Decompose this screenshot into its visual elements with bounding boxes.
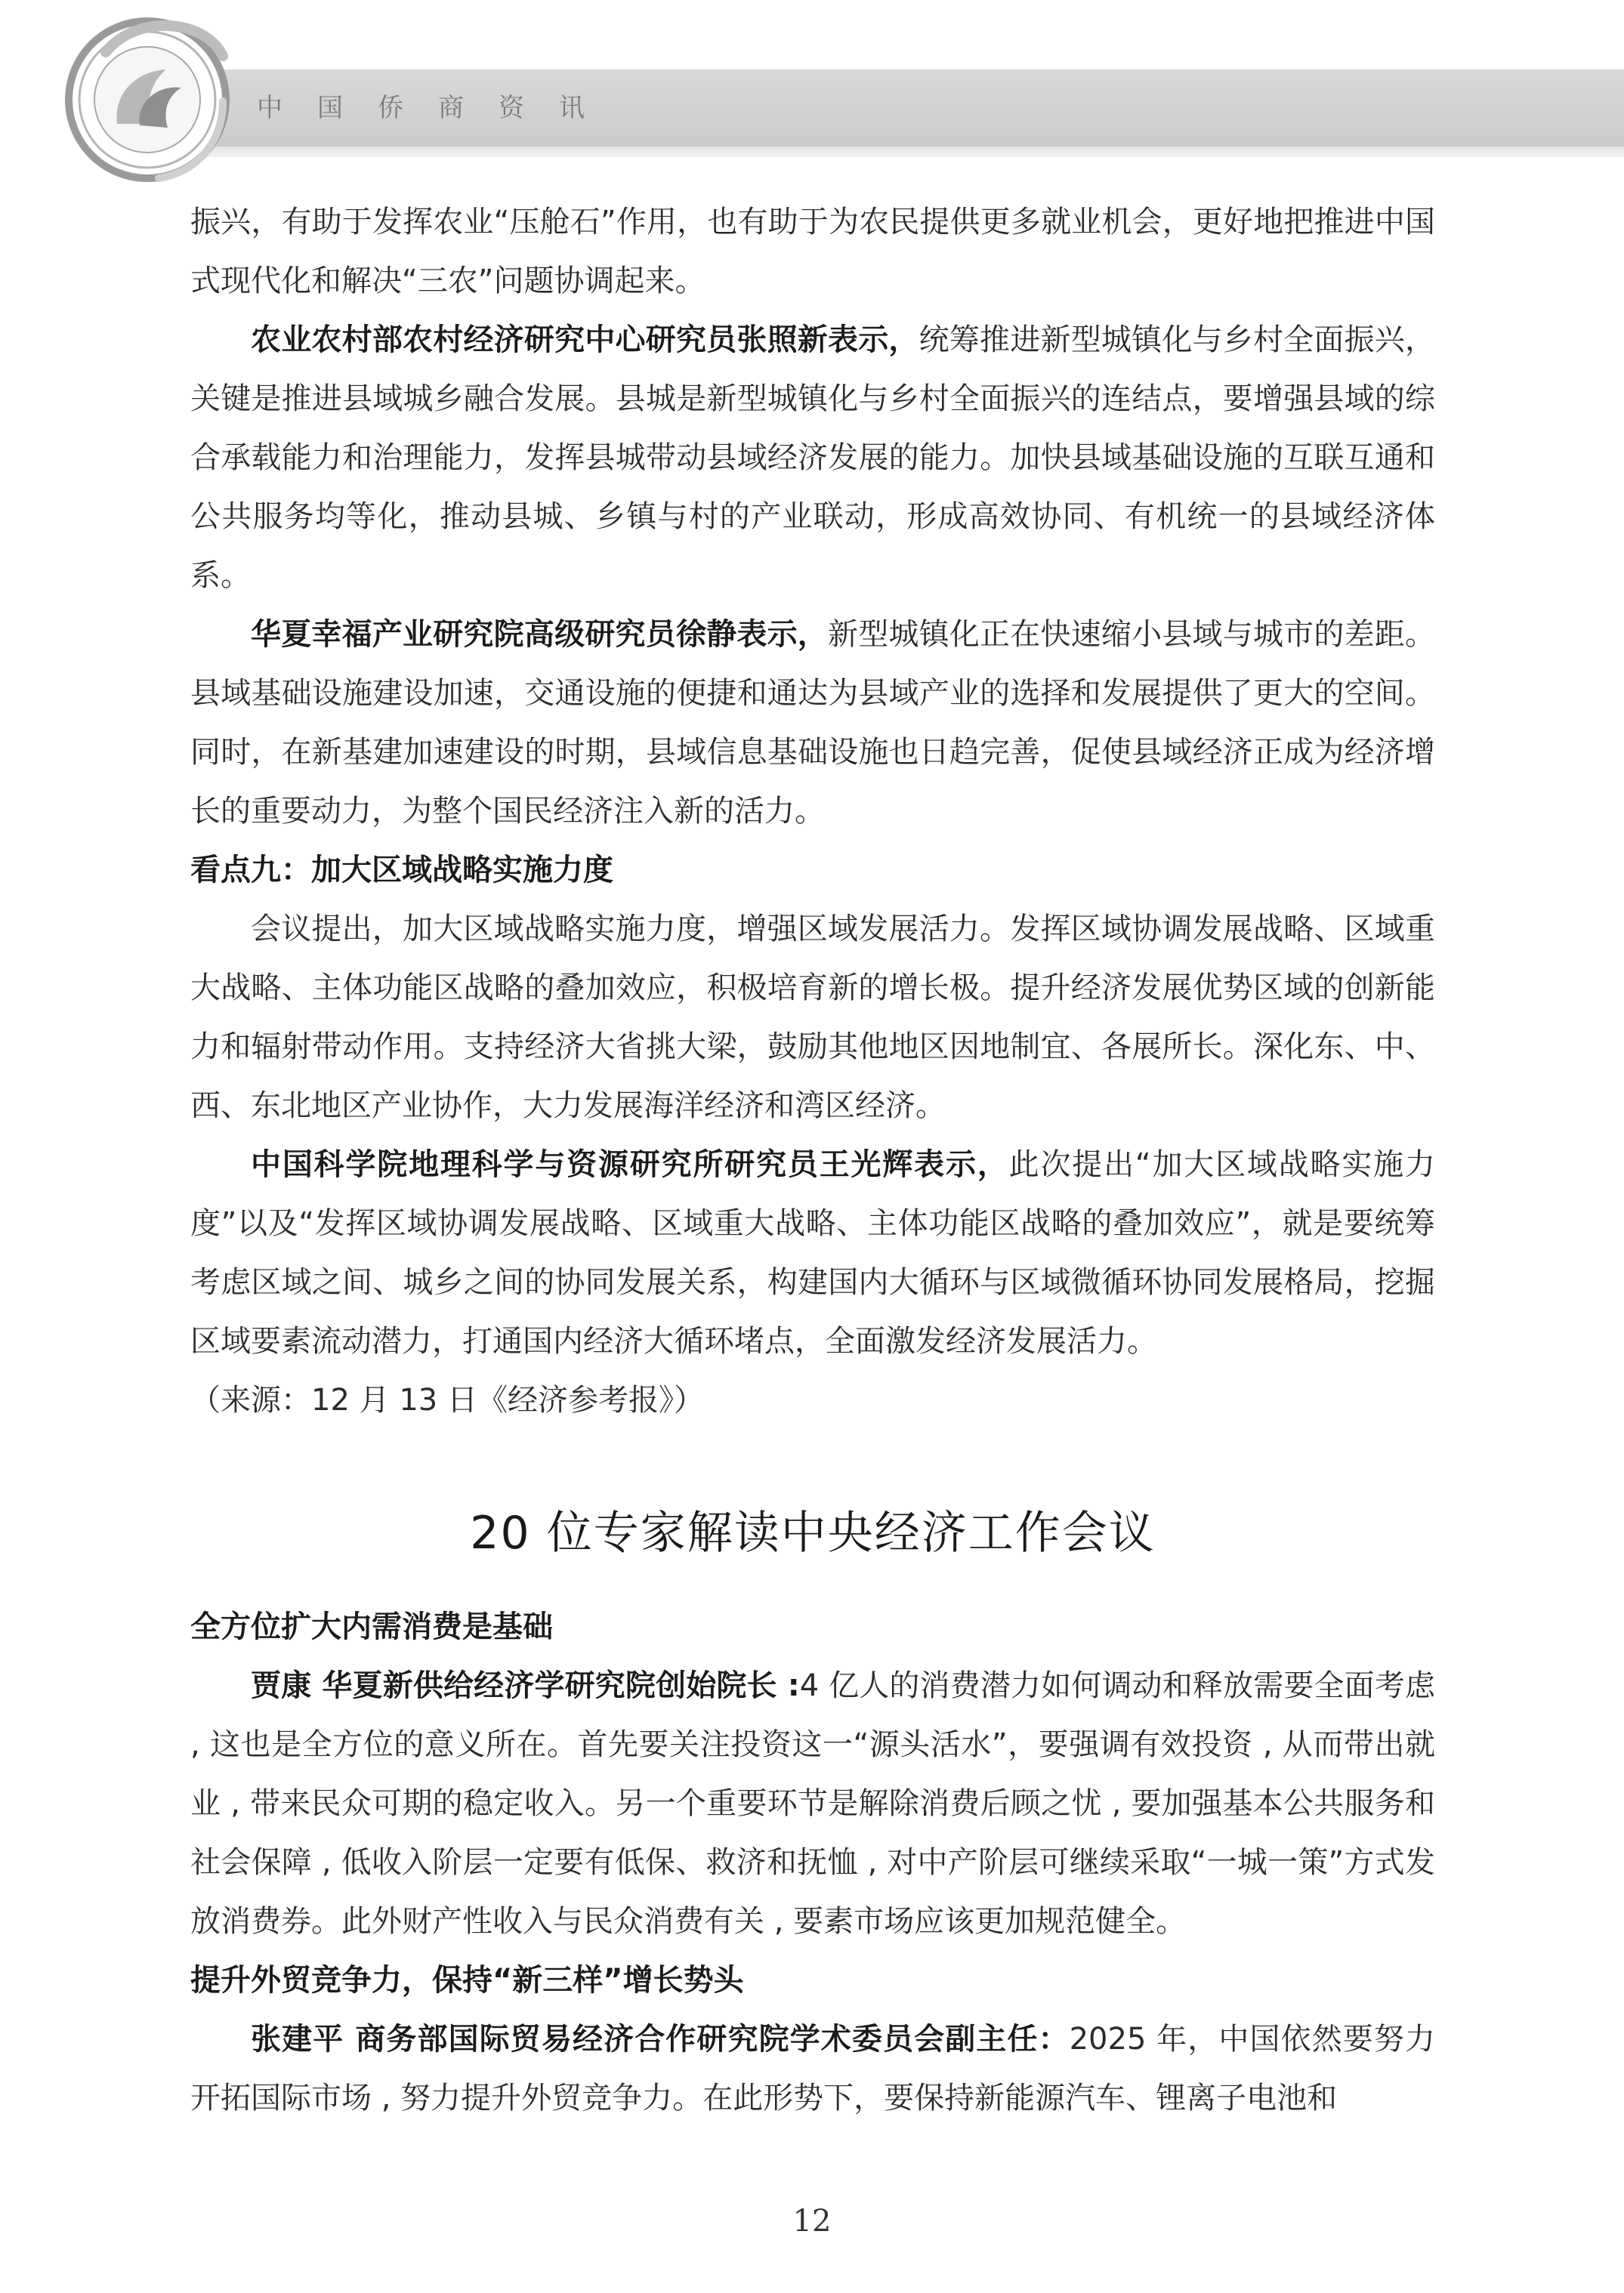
paragraph-text: 统筹推进新型城镇化与乡村全面振兴，关键是推进县域城乡融合发展。县城是新型城镇化与乡村全面振兴的连结点，要增强县域的综合承载能力和治理能力，发挥县城带动县域经济发展的能力。加快县域基础设施的互联互通和公共服务均等化，推动县城、乡镇与村的产业联动，形成高效协同、有机统一的县域经济体系。 [190,323,1436,593]
section-heading: 全方位扩大内需消费是基础 [190,1609,553,1644]
speaker-label: 中国科学院地理科学与资源研究所研究员王光辉表示， [251,1147,1009,1182]
paragraph [190,1135,1435,1371]
paragraph-text: 4 亿人的消费潜力如何调动和释放需要全面考虑 , 这也是全方位的意义所在。首先要关注投资这一“源头活水”，要强调有效投资 , 从而带出就业 , 带来民众可期的稳定收入。另一个重要环节是解除消费后顾之忧 , 要加强基本公共服务和社会保障 , 低收入阶层一定要有低保、救济和抚恤 , 对中产阶层可继续采取“一城一策”方式发放消费券。此外财产性收入与民众消费有关 , 要素市场应该更加规范健全。 [190,1668,1435,1939]
speaker-label: 华夏幸福产业研究院高级研究员徐静表示， [251,617,828,652]
paragraph: 会议提出，加大区域战略实施力度，增强区域发展活力。发挥区域协调发展战略、区域重大战略、主体功能区战略的叠加效应，积极培育新的增长极。提升经济发展优势区域的创新能力和辐射带动作用。支持经济大省挑大梁，鼓励其他地区因地制宜、各展所长。深化东、中、西、东北地区产业协作，大力发展海洋经济和湾区经济。 [190,912,1435,1123]
section-heading: 提升外贸竞争力，保持“新三样”增长势头 [190,1963,744,1998]
paragraph: 振兴，有助于发挥农业“压舱石”作用，也有助于为农民提供更多就业机会，更好地把推进中国式现代化和解决“三农”问题协调起来。 [190,205,1435,298]
publication-title: 中国侨商资讯 [257,93,619,123]
speaker-label: 贾康 华夏新供给经济学研究院创始院长 : [251,1668,800,1703]
section-heading: 看点九：加大区域战略实施力度 [190,853,613,887]
paragraph-text: 新型城镇化正在快速缩小县域与城市的差距。县域基础设施建设加速，交通设施的便捷和通达为县域产业的选择和发展提供了更大的空间。同时，在新基建加速建设的时期，县域信息基础设施也日趋完善，促使县域经济正成为经济增长的重要动力，为整个国民经济注入新的活力。 [190,617,1435,829]
paragraph [190,1656,1435,1951]
article-title: 20 位专家解读中央经济工作会议 [470,1507,1156,1560]
article-body [190,193,1435,2128]
speaker-label: 农业农村部农村经济研究中心研究员张照新表示， [251,323,919,357]
paragraph [190,2010,1435,2128]
paragraph [190,605,1435,841]
paragraph [190,310,1435,605]
paragraph-text: 此次提出“加大区域战略实施力度”以及“发挥区域协调发展战略、区域重大战略、主体功能区战略的叠加效应”，就是要统筹考虑区域之间、城乡之间的协同发展关系，构建国内大循环与区域微循环协同发展格局，挖掘区域要素流动潜力，打通国内经济大循环堵点，全面激发经济发展活力。 [190,1147,1435,1359]
association-logo [60,11,234,184]
page-number: 12 [792,2204,832,2239]
paragraph-text: 2025 年，中国依然要努力开拓国际市场 , 努力提升外贸竞争力。在此形势下，要保持新能源汽车、锂离子电池和 [190,2022,1435,2116]
source-citation: （来源：12 月 13 日《经济参考报》） [190,1383,704,1418]
speaker-label: 张建平 商务部国际贸易经济合作研究院学术委员会副主任： [251,2022,1070,2057]
